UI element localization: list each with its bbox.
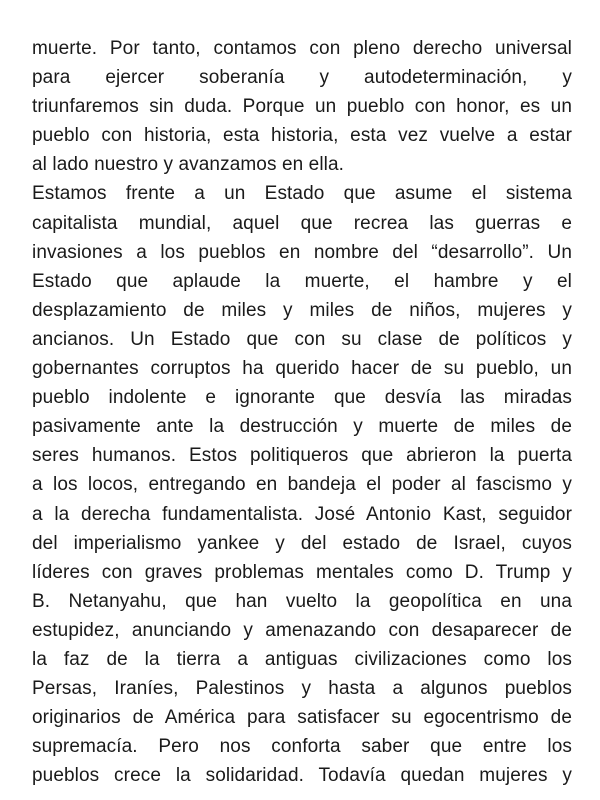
text-line: Estamos frente a un Estado que asume el sistema: [32, 183, 572, 205]
text-line: seres humanos. Estos politiqueros que abrieron la puerta: [32, 445, 572, 467]
text-line: pueblo con historia, esta historia, esta vez vuelve a estar: [32, 125, 572, 147]
text-line: para ejercer soberanía y autodeterminación, y: [32, 67, 572, 89]
text-line: pueblos crece la solidaridad. Todavía quedan mujeres y: [32, 765, 572, 787]
text-line: a los locos, entregando en bandeja el poder al fascismo y: [32, 474, 572, 496]
text-line: la faz de la tierra a antiguas civilizaciones como los: [32, 648, 572, 670]
text-line: a la derecha fundamentalista. José Antonio Kast, seguidor: [32, 503, 572, 525]
text-line: al lado nuestro y avanzamos en ella.: [32, 154, 345, 176]
text-line: gobernantes corruptos ha querido hacer de su pueblo, un: [32, 358, 572, 380]
text-line: supremacía. Pero nos conforta saber que entre los: [32, 736, 572, 758]
text-line: del imperialismo yankee y del estado de Israel, cuyos: [32, 532, 572, 554]
text-line: triunfaremos sin duda. Porque un pueblo con honor, es un: [32, 96, 572, 118]
text-line: pasivamente ante la destrucción y muerte de miles de: [32, 416, 572, 438]
text-line: estupidez, anunciando y amenazando con desaparecer de: [32, 619, 572, 641]
text-line: originarios de América para satisfacer su egocentrismo de: [32, 707, 572, 729]
text-line: Estado que aplaude la muerte, el hambre y el: [32, 270, 572, 292]
text-line: invasiones a los pueblos en nombre del “desarrollo”. Un: [32, 241, 572, 263]
text-line: ancianos. Un Estado que con su clase de políticos y: [32, 328, 572, 350]
text-line: capitalista mundial, aquel que recrea las guerras e: [32, 212, 572, 234]
text-line: líderes con graves problemas mentales como D. Trump y: [32, 561, 572, 583]
text-line: B. Netanyahu, que han vuelto la geopolítica en una: [32, 590, 572, 612]
text-line: Persas, Iraníes, Palestinos y hasta a algunos pueblos: [32, 678, 572, 700]
text-line: pueblo indolente e ignorante que desvía las miradas: [32, 387, 572, 409]
text-line: muerte. Por tanto, contamos con pleno derecho universal: [32, 38, 572, 59]
text-line: desplazamiento de miles y miles de niños, mujeres y: [32, 299, 572, 321]
body-text: [32, 34, 572, 790]
